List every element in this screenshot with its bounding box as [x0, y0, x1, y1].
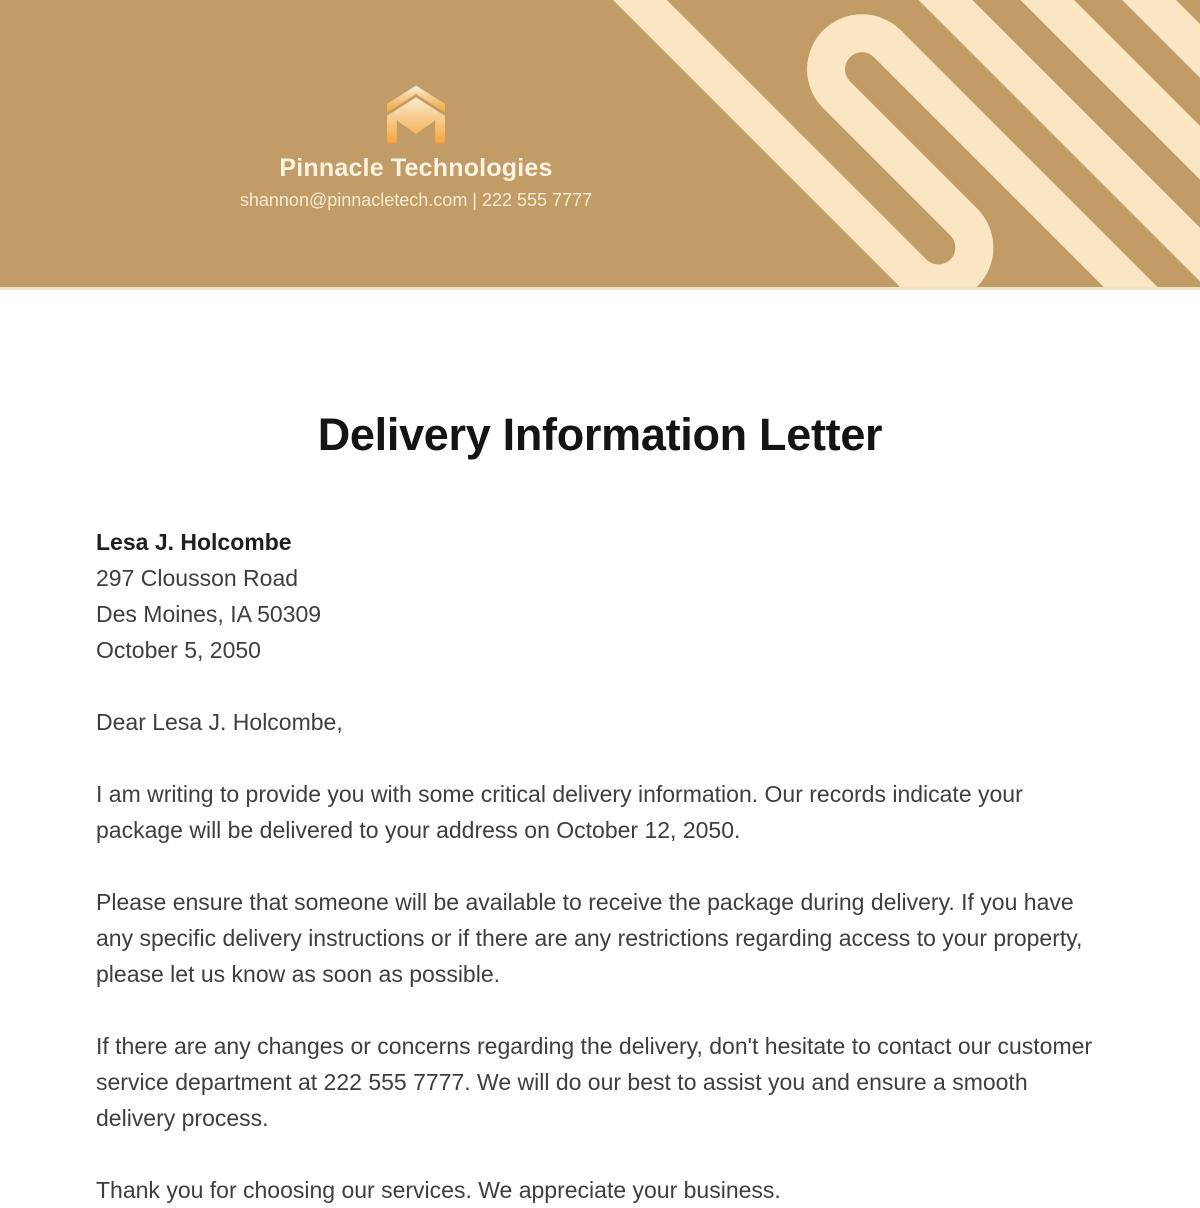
letter-title: Delivery Information Letter	[317, 409, 883, 460]
brand-block	[0, 84, 832, 211]
salutation: Dear Lesa J. Holcombe,	[96, 709, 343, 735]
recipient-name: Lesa J. Holcombe	[96, 529, 292, 555]
recipient-address-line1: 297 Clousson Road	[96, 565, 299, 591]
letter-date: October 5, 2050	[96, 637, 261, 663]
company-logo-icon	[383, 84, 449, 145]
paragraph-availability: Please ensure that someone will be available to receive the package during delivery. If you have any specific delivery instructions or if there are any restrictions regarding access to your property, please let us know as soon as possible.	[96, 889, 1083, 987]
letter-body	[0, 290, 1200, 1208]
letterhead	[0, 0, 1200, 290]
paragraph-thanks: Thank you for choosing our services. We appreciate your business.	[96, 1177, 781, 1203]
paragraph-delivery-info: I am writing to provide you with some critical delivery information. Our records indicate your package will be delivered to your address on October 12, 2050.	[96, 781, 1023, 843]
paragraph-contact: If there are any changes or concerns regarding the delivery, don't hesitate to contact our customer service department at 222 555 7777. We will do our best to assist you and ensure a smooth delivery process.	[96, 1033, 1093, 1131]
company-name: Pinnacle Technologies	[279, 154, 553, 182]
company-contact: shannon@pinnacletech.com | 222 555 7777	[239, 190, 593, 210]
recipient-block	[96, 524, 1104, 668]
recipient-address-line2: Des Moines, IA 50309	[96, 601, 322, 627]
